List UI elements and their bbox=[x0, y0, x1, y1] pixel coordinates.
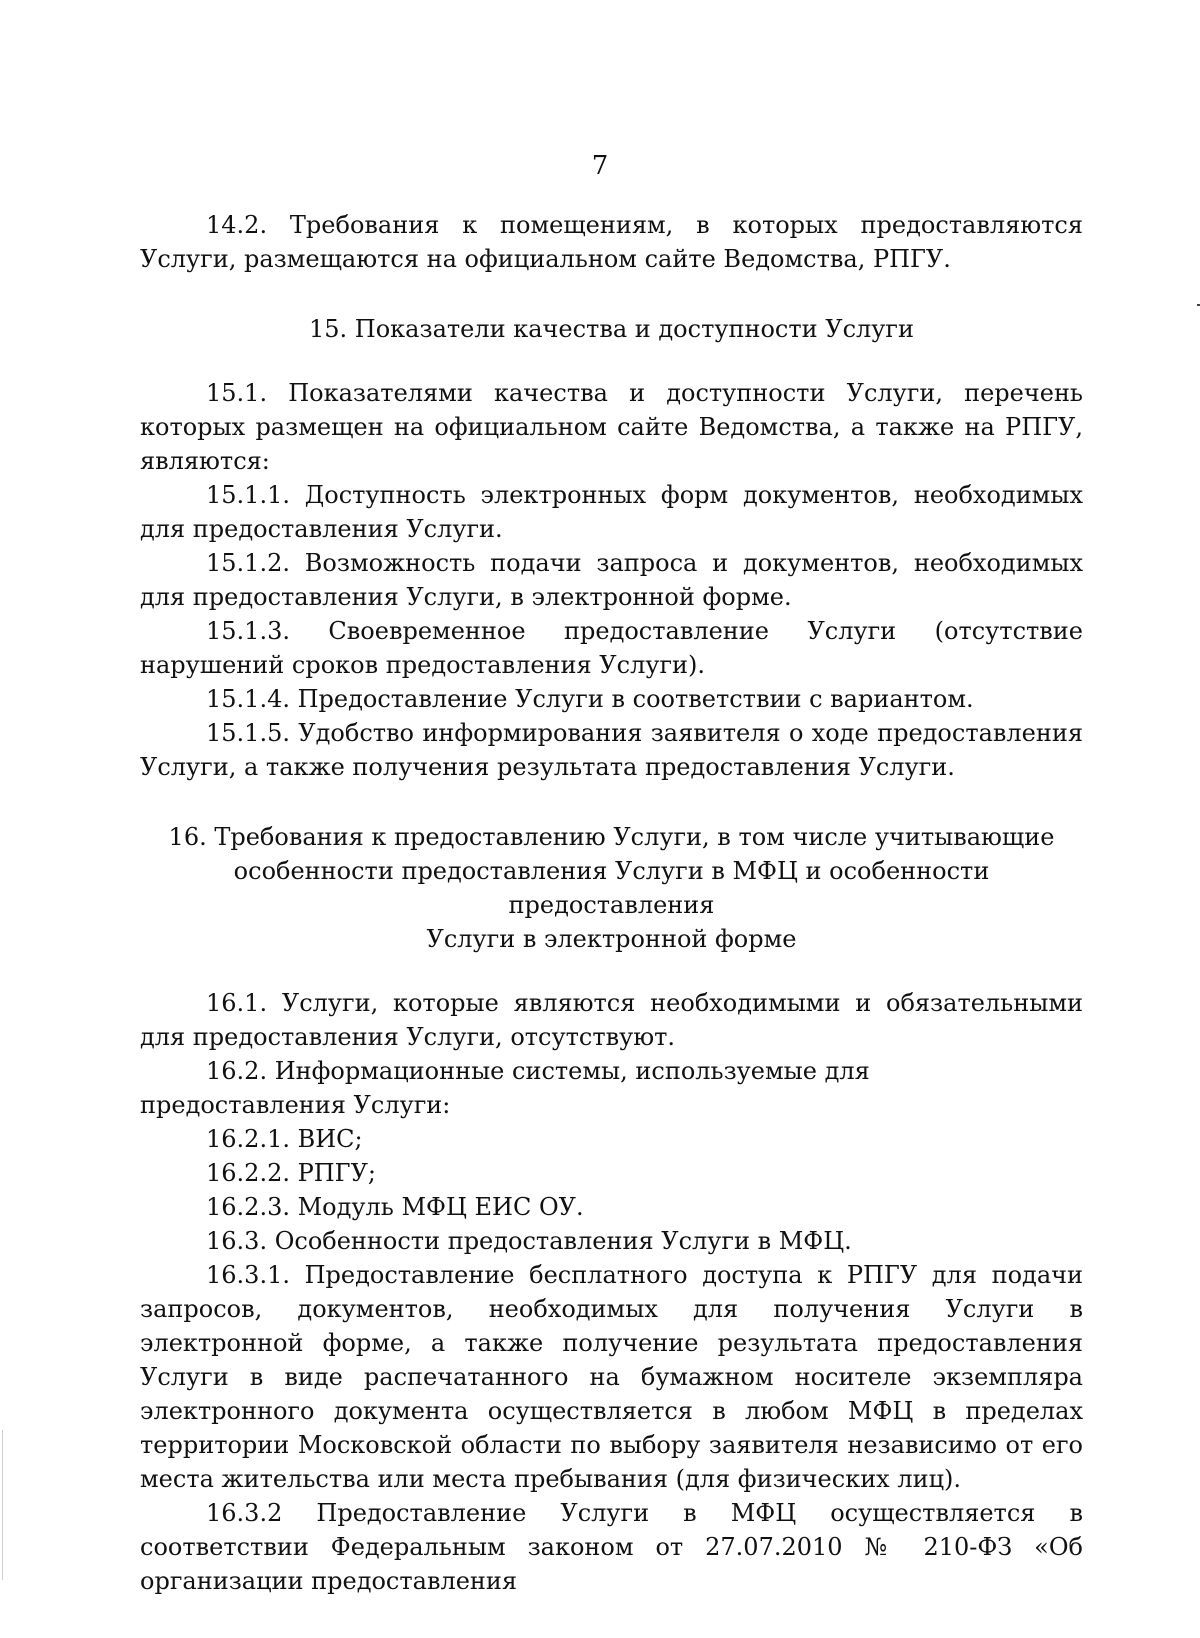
paragraph-15-1-5: 15.1.5. Удобство информирования заявителя о ходе предоставления Услуги, а также получения результата предоставления Услуги. bbox=[140, 719, 1083, 781]
paragraph-14-2: 14.2. Требования к помещениям, в которых предоставляются Услуги, размещаются на официальном сайте Ведомства, РПГУ. bbox=[140, 211, 1083, 273]
paragraph-15-1-3: 15.1.3. Своевременное предоставление Услуги (отсутствие нарушений сроков предоставления Услуги). bbox=[140, 617, 1083, 679]
section-heading-16-line-1: 16. Требования к предоставлению Услуги, в том числе учитывающие bbox=[168, 823, 1055, 851]
section-heading-16 bbox=[140, 820, 1083, 956]
paragraph-16-2-1: 16.2.1. ВИС; bbox=[206, 1125, 363, 1153]
paragraph-16-1: 16.1. Услуги, которые являются необходимыми и обязательными для предоставления Услуги, отсутствуют. bbox=[140, 989, 1083, 1051]
paragraph-15-1-1: 15.1.1. Доступность электронных форм документов, необходимых для предоставления Услуги. bbox=[140, 481, 1083, 543]
document-body bbox=[140, 208, 1083, 1598]
paragraph-16-2: 16.2. Информационные системы, используемые для предоставления Услуги: bbox=[140, 1057, 870, 1119]
scan-margin-line bbox=[2, 1430, 3, 1580]
paragraph-16-3-2: 16.3.2 Предоставление Услуги в МФЦ осуществляется в соответствии Федеральным законом от 27.07.2010 № 210-ФЗ «Об организации предоставления bbox=[140, 1499, 1083, 1595]
paragraph-15-1-2: 15.1.2. Возможность подачи запроса и документов, необходимых для предоставления Услуги, в электронной форме. bbox=[140, 549, 1083, 611]
paragraph-15-1: 15.1. Показателями качества и доступности Услуги, перечень которых размещен на официальном сайте Ведомства, а также на РПГУ, являются: bbox=[140, 379, 1083, 475]
paragraph-16-3-1: 16.3.1. Предоставление бесплатного доступа к РПГУ для подачи запросов, документов, необходимых для получения Услуги в электронной форме, а также получение результата предоставления Услуги в виде распечатанного на бумажном носителе экземпляра электронного документа осуществляется в любом МФЦ в пределах территории Московской области по выбору заявителя независимо от его места жительства или места пребывания (для физических лиц). bbox=[140, 1261, 1083, 1493]
section-heading-15: 15. Показатели качества и доступности Услуги bbox=[309, 315, 914, 343]
paragraph-16-2-2: 16.2.2. РПГУ; bbox=[206, 1159, 376, 1187]
page-number: 7 bbox=[591, 151, 609, 181]
section-heading-16-line-3: Услуги в электронной форме bbox=[426, 925, 797, 953]
paragraph-16-2-3: 16.2.3. Модуль МФЦ ЕИС ОУ. bbox=[206, 1193, 584, 1221]
paragraph-15-1-4: 15.1.4. Предоставление Услуги в соответствии с вариантом. bbox=[206, 685, 974, 713]
section-heading-16-line-2: особенности предоставления Услуги в МФЦ и особенности предоставления bbox=[233, 857, 990, 919]
paragraph-16-3: 16.3. Особенности предоставления Услуги в МФЦ. bbox=[206, 1227, 852, 1255]
